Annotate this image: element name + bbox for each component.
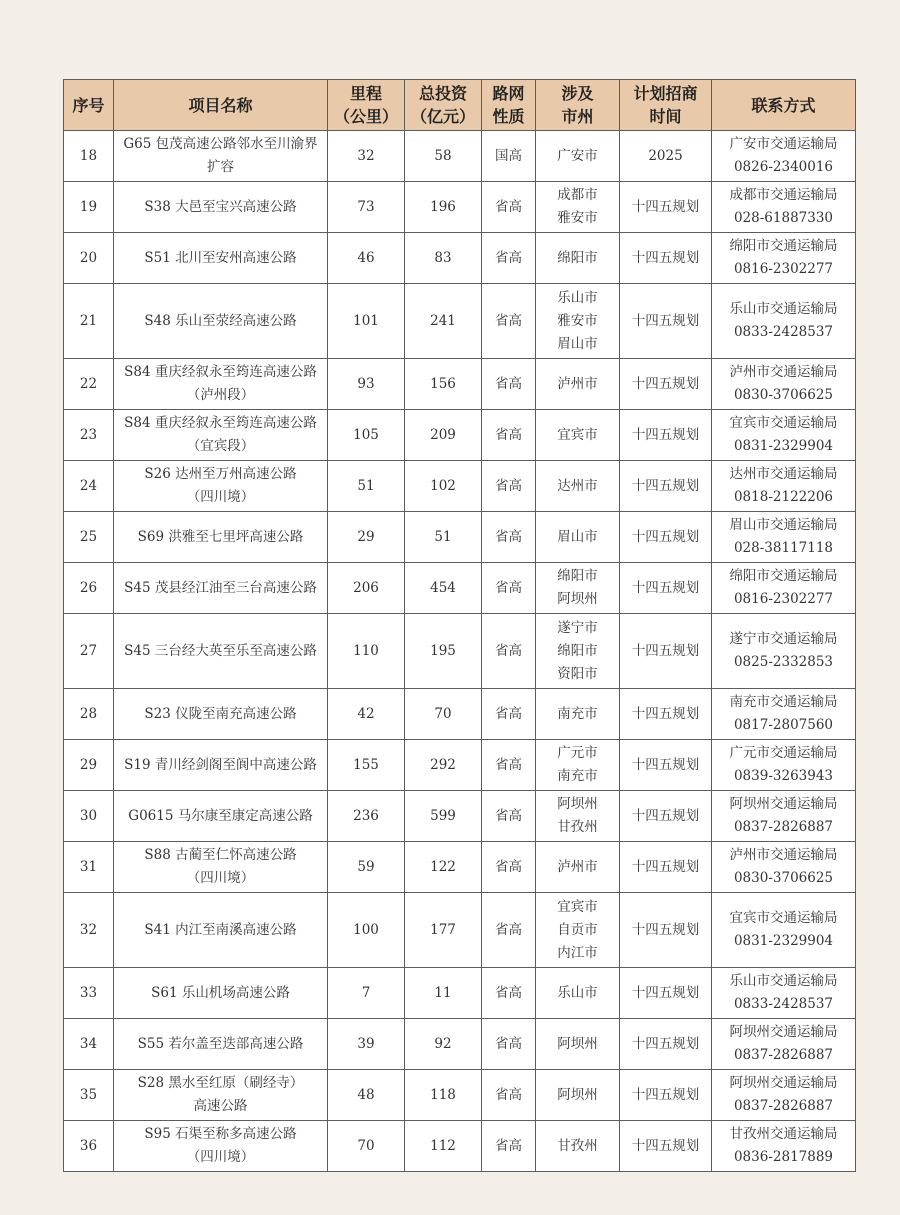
cell-mileage: 46 [328, 233, 405, 284]
cell-project-name [114, 182, 328, 233]
contact-line: 遂宁市交通运输局 [729, 631, 838, 647]
city-name: 甘孜州 [557, 819, 598, 835]
project-name-line: S45 茂县经江油至三台高速公路 [124, 579, 317, 596]
city-name: 阿坝州 [557, 1086, 598, 1103]
cell-no: 18 [64, 131, 114, 182]
contact-line: 0833-2428537 [733, 996, 834, 1012]
cell-investment: 118 [405, 1070, 482, 1121]
cell-mileage: 48 [328, 1070, 405, 1121]
cell-cities [536, 968, 620, 1019]
cell-road-type: 省高 [482, 284, 536, 359]
project-name-line: S84 重庆经叙永至筠连高速公路 [124, 364, 317, 380]
contact-line: 0830-3706625 [733, 870, 834, 886]
cell-road-type: 省高 [482, 893, 536, 968]
cell-contact [712, 1070, 856, 1121]
cell-project-name [114, 284, 328, 359]
cell-project-name [114, 410, 328, 461]
cell-cities [536, 182, 620, 233]
contact-line: 广元市交通运输局 [729, 745, 838, 761]
city-name: 阿坝州 [557, 591, 598, 607]
cell-project-name [114, 689, 328, 740]
table-body [64, 131, 856, 1172]
cell-plan-time: 十四五规划 [620, 410, 712, 461]
cell-no: 24 [64, 461, 114, 512]
cell-contact [712, 461, 856, 512]
cell-road-type: 省高 [482, 182, 536, 233]
project-name-line: S55 若尔盖至迭部高速公路 [137, 1035, 304, 1052]
header-col-mileage [328, 80, 405, 131]
cell-investment: 454 [405, 563, 482, 614]
cell-plan-time: 2025 [620, 131, 712, 182]
contact-line: 0833-2428537 [733, 324, 834, 340]
cell-cities [536, 1070, 620, 1121]
cell-investment: 196 [405, 182, 482, 233]
table-row [64, 1121, 856, 1172]
cell-contact [712, 740, 856, 791]
header-col-plan-time [620, 80, 712, 131]
cell-no: 36 [64, 1121, 114, 1172]
cell-mileage: 7 [328, 968, 405, 1019]
cell-investment: 102 [405, 461, 482, 512]
cell-no: 28 [64, 689, 114, 740]
header-label: （亿元） [410, 107, 475, 126]
city-name: 阿坝州 [557, 1035, 598, 1052]
city-name: 雅安市 [557, 210, 598, 226]
cell-plan-time: 十四五规划 [620, 689, 712, 740]
cell-road-type: 省高 [482, 791, 536, 842]
cell-project-name [114, 791, 328, 842]
city-name: 绵阳市 [557, 249, 598, 266]
cell-investment: 70 [405, 689, 482, 740]
cell-road-type: 省高 [482, 359, 536, 410]
contact-line: 阿坝州交通运输局 [729, 1075, 838, 1091]
header-label: 总投资 [418, 84, 467, 103]
table-row [64, 740, 856, 791]
cell-mileage: 93 [328, 359, 405, 410]
header-label: 性质 [492, 107, 525, 126]
cell-investment: 83 [405, 233, 482, 284]
contact-line: 成都市交通运输局 [729, 187, 838, 203]
cell-cities [536, 284, 620, 359]
header-col-cities [536, 80, 620, 131]
header-label: 里程 [349, 84, 382, 103]
table-header [64, 80, 856, 131]
table-row [64, 689, 856, 740]
cell-mileage: 110 [328, 614, 405, 689]
project-name-line: S38 大邑至宝兴高速公路 [144, 198, 297, 215]
table-row [64, 968, 856, 1019]
cell-no: 25 [64, 512, 114, 563]
cell-cities [536, 512, 620, 563]
cell-mileage: 70 [328, 1121, 405, 1172]
city-name: 泸州市 [557, 375, 598, 392]
cell-plan-time: 十四五规划 [620, 614, 712, 689]
cell-cities [536, 842, 620, 893]
cell-contact [712, 233, 856, 284]
contact-line: 0837-2826887 [733, 1047, 834, 1063]
table-row [64, 791, 856, 842]
cell-cities [536, 233, 620, 284]
city-name: 广安市 [557, 147, 598, 164]
cell-no: 29 [64, 740, 114, 791]
project-name-line: S61 乐山机场高速公路 [151, 984, 290, 1001]
project-name-line: S69 洪雅至七里坪高速公路 [137, 528, 304, 545]
project-name-line: G0615 马尔康至康定高速公路 [128, 807, 313, 824]
cell-road-type: 省高 [482, 233, 536, 284]
cell-investment: 156 [405, 359, 482, 410]
cell-mileage: 39 [328, 1019, 405, 1070]
contact-line: 0831-2329904 [733, 933, 834, 949]
cell-investment: 11 [405, 968, 482, 1019]
cell-contact [712, 689, 856, 740]
cell-no: 20 [64, 233, 114, 284]
city-name: 资阳市 [557, 665, 598, 682]
cell-cities [536, 893, 620, 968]
cell-plan-time: 十四五规划 [620, 1019, 712, 1070]
contact-line: 阿坝州交通运输局 [729, 796, 838, 812]
cell-cities [536, 614, 620, 689]
contact-line: 宜宾市交通运输局 [729, 910, 838, 926]
header-col-road-type [482, 80, 536, 131]
cell-mileage: 29 [328, 512, 405, 563]
header-label: 计划招商 [633, 84, 698, 103]
cell-cities [536, 410, 620, 461]
header-label: （公里） [333, 107, 398, 126]
cell-project-name [114, 740, 328, 791]
cell-no: 26 [64, 563, 114, 614]
cell-road-type: 省高 [482, 461, 536, 512]
cell-cities [536, 791, 620, 842]
cell-plan-time: 十四五规划 [620, 182, 712, 233]
cell-contact [712, 791, 856, 842]
cell-project-name [114, 842, 328, 893]
contact-line: 0839-3263943 [733, 768, 834, 784]
cell-contact [712, 512, 856, 563]
project-name-line: S41 内江至南溪高速公路 [144, 921, 297, 938]
city-name: 乐山市 [557, 289, 598, 306]
project-name-line: S88 古蔺至仁怀高速公路 [144, 847, 297, 863]
contact-line: 0818-2122206 [733, 489, 834, 505]
project-name-line: （四川境） [186, 870, 255, 886]
cell-mileage: 101 [328, 284, 405, 359]
cell-mileage: 105 [328, 410, 405, 461]
header-col-contact [712, 80, 856, 131]
cell-investment: 241 [405, 284, 482, 359]
project-name-line: S23 仪陇至南充高速公路 [144, 705, 297, 722]
cell-plan-time: 十四五规划 [620, 740, 712, 791]
cell-contact [712, 614, 856, 689]
contact-line: 达州市交通运输局 [729, 466, 838, 482]
cell-cities [536, 131, 620, 182]
city-name: 泸州市 [557, 858, 598, 875]
cell-investment: 92 [405, 1019, 482, 1070]
cell-cities [536, 359, 620, 410]
cell-road-type: 省高 [482, 1019, 536, 1070]
cell-investment: 58 [405, 131, 482, 182]
project-name-line: S28 黑水至红原（刷经寺） [137, 1075, 304, 1091]
cell-contact [712, 131, 856, 182]
contact-line: 028-61887330 [733, 210, 834, 226]
contact-line: 0836-2817889 [733, 1149, 834, 1165]
cell-plan-time: 十四五规划 [620, 1121, 712, 1172]
city-name: 达州市 [557, 477, 598, 494]
header-col-project-name [114, 80, 328, 131]
city-name: 宜宾市 [557, 426, 598, 443]
table-row [64, 614, 856, 689]
cell-investment: 122 [405, 842, 482, 893]
contact-line: 广安市交通运输局 [729, 136, 838, 152]
header-label: 项目名称 [188, 95, 253, 115]
contact-line: 乐山市交通运输局 [729, 301, 838, 317]
table-row [64, 512, 856, 563]
cell-contact [712, 1121, 856, 1172]
project-name-line: （泸州段） [186, 387, 255, 403]
contact-line: 绵阳市交通运输局 [729, 568, 838, 584]
cell-mileage: 51 [328, 461, 405, 512]
city-name: 宜宾市 [557, 898, 598, 915]
contact-line: 南充市交通运输局 [729, 694, 838, 710]
cell-cities [536, 461, 620, 512]
cell-road-type: 省高 [482, 968, 536, 1019]
table-row [64, 284, 856, 359]
cell-plan-time: 十四五规划 [620, 359, 712, 410]
contact-line: 0826-2340016 [733, 159, 834, 175]
city-name: 遂宁市 [557, 619, 598, 636]
project-name-line: S95 石渠至称多高速公路 [144, 1126, 297, 1142]
project-name-line: G65 包茂高速公路邻水至川渝界 [123, 136, 318, 152]
contact-line: 甘孜州交通运输局 [729, 1126, 838, 1142]
city-name: 乐山市 [557, 984, 598, 1001]
cell-contact [712, 563, 856, 614]
city-name: 绵阳市 [557, 642, 598, 659]
cell-cities [536, 740, 620, 791]
table-row [64, 1019, 856, 1070]
cell-no: 27 [64, 614, 114, 689]
table-row [64, 182, 856, 233]
cell-project-name [114, 968, 328, 1019]
table-row [64, 131, 856, 182]
cell-mileage: 73 [328, 182, 405, 233]
cell-cities [536, 1121, 620, 1172]
cell-investment: 292 [405, 740, 482, 791]
table-row [64, 359, 856, 410]
header-label: 涉及 [561, 84, 594, 103]
contact-line: 乐山市交通运输局 [729, 973, 838, 989]
cell-plan-time: 十四五规划 [620, 1070, 712, 1121]
city-name: 阿坝州 [557, 796, 598, 812]
cell-contact [712, 359, 856, 410]
cell-plan-time: 十四五规划 [620, 968, 712, 1019]
cell-plan-time: 十四五规划 [620, 842, 712, 893]
cell-road-type: 省高 [482, 1121, 536, 1172]
contact-line: 0817-2807560 [733, 717, 834, 733]
header-label: 时间 [649, 107, 682, 126]
cell-project-name [114, 461, 328, 512]
project-name-line: S45 三台经大英至乐至高速公路 [124, 642, 317, 659]
project-name-line: （宜宾段） [186, 438, 255, 454]
cell-plan-time: 十四五规划 [620, 563, 712, 614]
project-name-line: （四川境） [186, 1149, 255, 1165]
cell-investment: 177 [405, 893, 482, 968]
cell-no: 19 [64, 182, 114, 233]
cell-investment: 112 [405, 1121, 482, 1172]
header-label: 联系方式 [751, 95, 816, 115]
contact-line: 0831-2329904 [733, 438, 834, 454]
cell-mileage: 42 [328, 689, 405, 740]
cell-road-type: 省高 [482, 512, 536, 563]
table-row [64, 563, 856, 614]
cell-road-type: 省高 [482, 563, 536, 614]
cell-mileage: 206 [328, 563, 405, 614]
cell-plan-time: 十四五规划 [620, 512, 712, 563]
contact-line: 0837-2826887 [733, 1098, 834, 1114]
city-name: 南充市 [557, 768, 598, 784]
cell-no: 31 [64, 842, 114, 893]
cell-contact [712, 284, 856, 359]
table-row [64, 410, 856, 461]
cell-road-type: 国高 [482, 131, 536, 182]
contact-line: 泸州市交通运输局 [729, 364, 838, 380]
project-table [63, 79, 856, 1172]
cell-plan-time: 十四五规划 [620, 233, 712, 284]
cell-road-type: 省高 [482, 842, 536, 893]
contact-line: 绵阳市交通运输局 [729, 238, 838, 254]
cell-project-name [114, 131, 328, 182]
city-name: 广元市 [557, 745, 598, 761]
cell-plan-time: 十四五规划 [620, 284, 712, 359]
cell-road-type: 省高 [482, 689, 536, 740]
cell-contact [712, 410, 856, 461]
cell-project-name [114, 614, 328, 689]
project-name-line: S19 青川经剑阁至阆中高速公路 [124, 756, 317, 773]
cell-no: 30 [64, 791, 114, 842]
cell-contact [712, 182, 856, 233]
cell-project-name [114, 893, 328, 968]
header-label: 序号 [72, 95, 105, 115]
cell-plan-time: 十四五规划 [620, 791, 712, 842]
cell-project-name [114, 563, 328, 614]
city-name: 成都市 [557, 187, 598, 203]
cell-no: 23 [64, 410, 114, 461]
cell-road-type: 省高 [482, 740, 536, 791]
cell-road-type: 省高 [482, 614, 536, 689]
cell-mileage: 155 [328, 740, 405, 791]
cell-contact [712, 968, 856, 1019]
cell-no: 32 [64, 893, 114, 968]
cell-cities [536, 689, 620, 740]
cell-mileage: 236 [328, 791, 405, 842]
contact-line: 阿坝州交通运输局 [729, 1024, 838, 1040]
cell-mileage: 100 [328, 893, 405, 968]
cell-no: 22 [64, 359, 114, 410]
cell-plan-time: 十四五规划 [620, 893, 712, 968]
city-name: 眉山市 [557, 335, 598, 352]
cell-no: 33 [64, 968, 114, 1019]
cell-investment: 51 [405, 512, 482, 563]
cell-road-type: 省高 [482, 1070, 536, 1121]
cell-investment: 599 [405, 791, 482, 842]
contact-line: 0825-2332853 [733, 654, 834, 670]
cell-contact [712, 1019, 856, 1070]
table-row [64, 233, 856, 284]
city-name: 眉山市 [557, 528, 598, 545]
cell-investment: 209 [405, 410, 482, 461]
cell-project-name [114, 512, 328, 563]
project-name-line: （四川境） [186, 489, 255, 505]
cell-mileage: 32 [328, 131, 405, 182]
header-col-investment [405, 80, 482, 131]
table-row [64, 842, 856, 893]
cell-contact [712, 893, 856, 968]
cell-mileage: 59 [328, 842, 405, 893]
contact-line: 0830-3706625 [733, 387, 834, 403]
cell-no: 34 [64, 1019, 114, 1070]
contact-line: 0816-2302277 [733, 261, 834, 277]
project-name-line: S26 达州至万州高速公路 [144, 466, 297, 482]
cell-contact [712, 842, 856, 893]
cell-no: 35 [64, 1070, 114, 1121]
contact-line: 028-38117118 [733, 540, 834, 556]
city-name: 甘孜州 [557, 1137, 598, 1154]
cell-project-name [114, 359, 328, 410]
contact-line: 0837-2826887 [733, 819, 834, 835]
contact-line: 泸州市交通运输局 [729, 847, 838, 863]
city-name: 南充市 [557, 705, 598, 722]
header-label: 路网 [492, 84, 525, 103]
city-name: 自贡市 [557, 921, 598, 938]
project-name-line: 扩容 [207, 159, 234, 175]
cell-cities [536, 1019, 620, 1070]
cell-investment: 195 [405, 614, 482, 689]
table-row [64, 1070, 856, 1121]
cell-project-name [114, 1070, 328, 1121]
cell-no: 21 [64, 284, 114, 359]
project-name-line: S51 北川至安州高速公路 [144, 249, 297, 266]
cell-plan-time: 十四五规划 [620, 461, 712, 512]
project-name-line: S48 乐山至荥经高速公路 [144, 312, 297, 329]
header-col-no [64, 80, 114, 131]
header-label: 市州 [561, 107, 594, 126]
cell-road-type: 省高 [482, 410, 536, 461]
city-name: 绵阳市 [557, 568, 598, 584]
cell-cities [536, 563, 620, 614]
project-name-line: S84 重庆经叙永至筠连高速公路 [124, 415, 317, 431]
city-name: 雅安市 [557, 312, 598, 329]
project-name-line: 高速公路 [193, 1098, 248, 1114]
city-name: 内江市 [557, 944, 598, 961]
cell-project-name [114, 1019, 328, 1070]
contact-line: 0816-2302277 [733, 591, 834, 607]
project-table-container [63, 79, 855, 1172]
contact-line: 眉山市交通运输局 [729, 517, 838, 533]
table-row [64, 461, 856, 512]
table-row [64, 893, 856, 968]
cell-project-name [114, 233, 328, 284]
contact-line: 宜宾市交通运输局 [729, 415, 838, 431]
header-row [64, 80, 856, 131]
cell-project-name [114, 1121, 328, 1172]
